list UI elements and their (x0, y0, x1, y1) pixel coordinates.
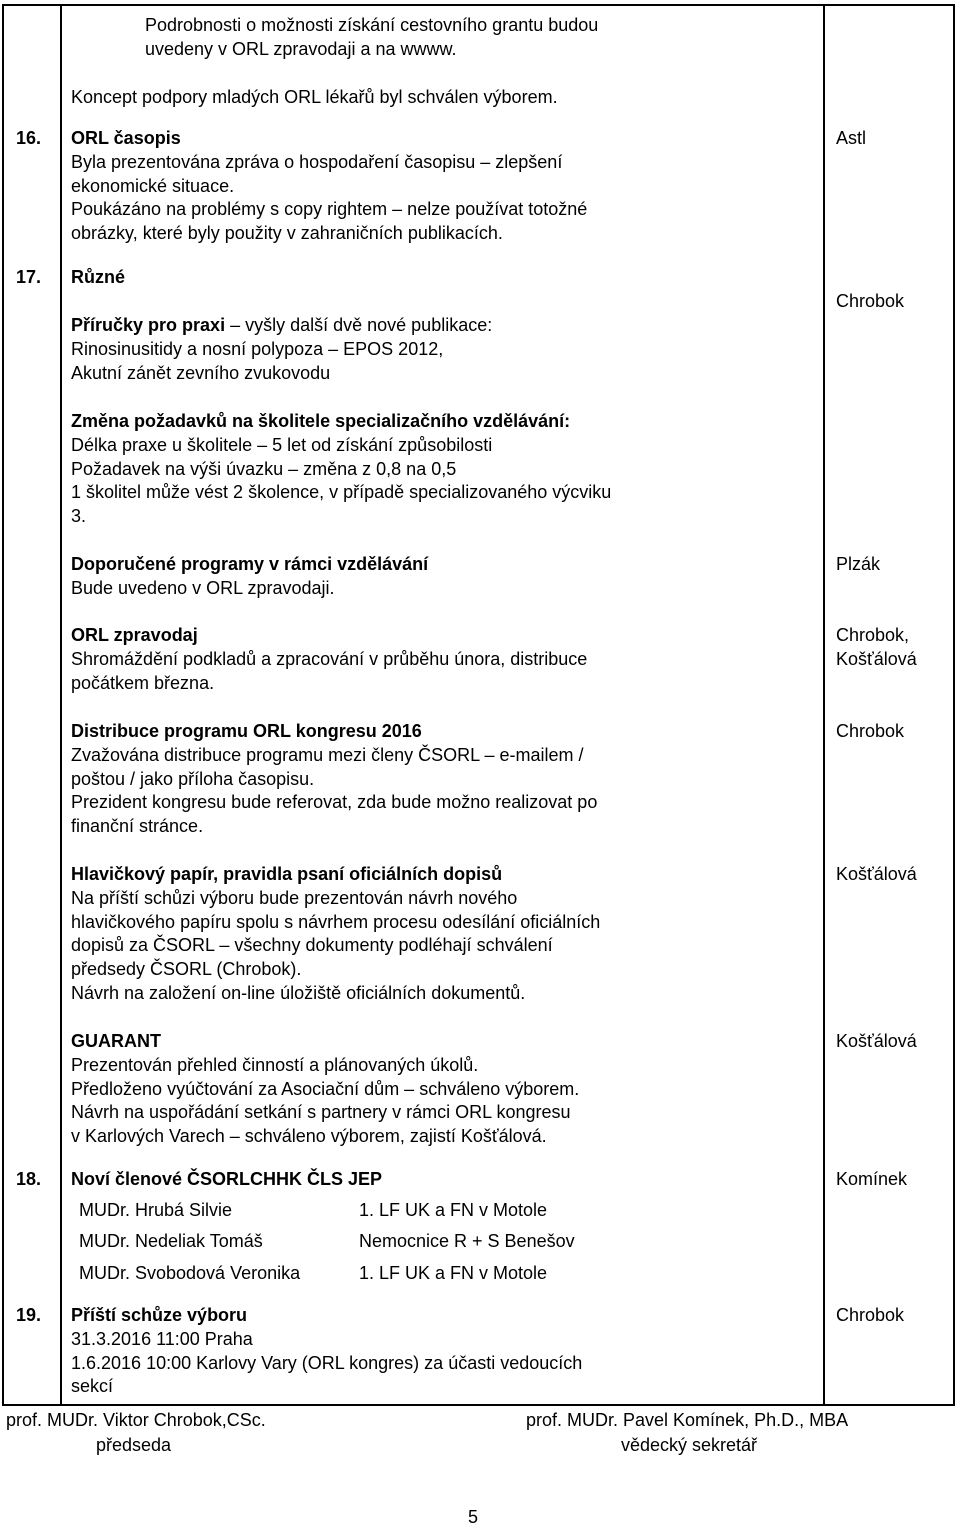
item-line: sekcí (71, 1376, 114, 1397)
member-place: 1. LF UK a FN v Motole (359, 1200, 548, 1220)
block-line: Prezident kongresu bude referovat, zda bude možno realizovat po (71, 792, 598, 813)
responsible: Chrobok (836, 291, 905, 311)
block-line: předsedy ČSORL (Chrobok). (71, 959, 302, 980)
block-heading: GUARANT (71, 1031, 161, 1051)
item-line: ekonomické situace. (71, 175, 235, 196)
block-line: Akutní zánět zevního zvukovodu (71, 362, 331, 383)
item16-block (71, 127, 587, 246)
block-trainers (71, 410, 611, 529)
block-programs (71, 553, 428, 601)
signature-right-role: vědecký sekretář (621, 1435, 758, 1455)
item-title: Různé (71, 267, 125, 287)
block-line: poštou / jako příloha časopisu. (71, 768, 315, 789)
responsible: Košťálová (836, 1031, 917, 1051)
responsible: Chrobok (836, 721, 905, 741)
block-line: 3. (71, 506, 87, 527)
block-heading: Doporučené programy v rámci vzdělávání (71, 554, 429, 574)
block-heading-rest: – vyšly další dvě nové publikace: (225, 315, 493, 335)
responsible: Košťálová (836, 864, 917, 884)
block-line: Požadavek na výši úvazku – změna z 0,8 na 0,5 (71, 458, 457, 479)
concept-line: Koncept podpory mladých ORL lékařů byl schválen výborem. (71, 87, 558, 107)
signature-left-role: předseda (96, 1435, 172, 1455)
item19-block (71, 1304, 582, 1399)
responsible (836, 624, 917, 672)
block-heading: Distribuce programu ORL kongresu 2016 (71, 721, 422, 741)
item-line: Byla prezentována zpráva o hospodaření časopisu – zlepšení (71, 151, 563, 172)
block-congress (71, 720, 597, 839)
block-heading: ORL zpravodaj (71, 625, 198, 645)
member-place: 1. LF UK a FN v Motole (359, 1263, 548, 1283)
block-line: Na příští schůzi výboru bude prezentován návrh nového (71, 887, 518, 908)
block-line: dopisů za ČSORL – všechny dokumenty podléhají schválení (71, 935, 553, 956)
item-number: 16. (16, 128, 42, 148)
block-heading: Změna požadavků na školitele specializačního vzdělávání: (71, 411, 571, 431)
block-heading: Hlavičkový papír, pravidla psaní oficiálních dopisů (71, 864, 503, 884)
block-handbooks (71, 314, 492, 385)
block-line: finanční stránce. (71, 816, 204, 837)
item-line: Poukázáno na problémy s copy rightem – nelze používat totožné (71, 199, 588, 220)
block-heading: Příručky pro praxi (71, 315, 226, 335)
block-line: Návrh na založení on-line úložiště oficiálních dokumentů. (71, 982, 526, 1003)
block-line: hlavičkového papíru spolu s návrhem procesu odesílání oficiálních (71, 911, 601, 932)
block-letterhead (71, 863, 600, 1006)
intro-line: uvedeny v ORL zpravodaji a na wwww. (145, 38, 457, 59)
block-line: Délka praxe u školitele – 5 let od získání způsobilosti (71, 434, 493, 455)
block-line: v Karlových Varech – schváleno výborem, zajistí Košťálová. (71, 1126, 547, 1147)
member-name: MUDr. Hrubá Silvie (79, 1200, 233, 1220)
block-newsletter (71, 624, 587, 695)
block-line: 1 školitel může vést 2 školence, v případě specializovaného výcviku (71, 482, 612, 503)
member-name: MUDr. Nedeliak Tomáš (79, 1231, 263, 1251)
block-guarant (71, 1030, 579, 1149)
responsible: Komínek (836, 1169, 908, 1189)
member-place: Nemocnice R + S Benešov (359, 1231, 575, 1251)
responsible-line: Chrobok, (836, 625, 910, 645)
item-line: 31.3.2016 11:00 Praha (71, 1328, 253, 1349)
signature-left-name: prof. MUDr. Viktor Chrobok,CSc. (6, 1410, 266, 1430)
responsible: Astl (836, 128, 867, 148)
item-title: Příští schůze výboru (71, 1305, 248, 1325)
item-title: Noví členové ČSORLCHHK ČLS JEP (71, 1169, 383, 1189)
block-line: Shromáždění podkladů a zpracování v průběhu února, distribuce (71, 648, 588, 669)
block-line: počátkem března. (71, 672, 215, 693)
item-line: 1.6.2016 10:00 Karlovy Vary (ORL kongres) za účasti vedoucích (71, 1352, 583, 1373)
item-line: obrázky, které byly použity v zahraničních publikacích. (71, 223, 503, 244)
responsible: Chrobok (836, 1305, 905, 1325)
block-line: Rinosinusitidy a nosní polypoza – EPOS 2012, (71, 338, 444, 359)
block-line: Prezentován přehled činností a plánovaných úkolů. (71, 1054, 479, 1075)
item-number: 17. (16, 267, 42, 287)
item-number: 18. (16, 1169, 42, 1189)
page-number: 5 (468, 1507, 479, 1527)
block-line: Zvažována distribuce programu mezi členy ČSORL – e-mailem / (71, 744, 584, 765)
intro-line: Podrobnosti o možnosti získání cestovního grantu budou (145, 15, 599, 35)
member-name: MUDr. Svobodová Veronika (79, 1263, 301, 1283)
block-line: Bude uvedeno v ORL zpravodaji. (71, 577, 335, 598)
block-line: Návrh na uspořádání setkání s partnery v rámci ORL kongresu (71, 1102, 571, 1123)
signature-right-name: prof. MUDr. Pavel Komínek, Ph.D., MBA (526, 1410, 849, 1430)
item-title: ORL časopis (71, 128, 181, 148)
responsible: Plzák (836, 554, 881, 574)
intro-text (145, 14, 598, 62)
item-number: 19. (16, 1305, 42, 1325)
block-line: Předloženo vyúčtování za Asociační dům – schváleno výborem. (71, 1078, 580, 1099)
responsible-line: Košťálová (836, 648, 917, 669)
